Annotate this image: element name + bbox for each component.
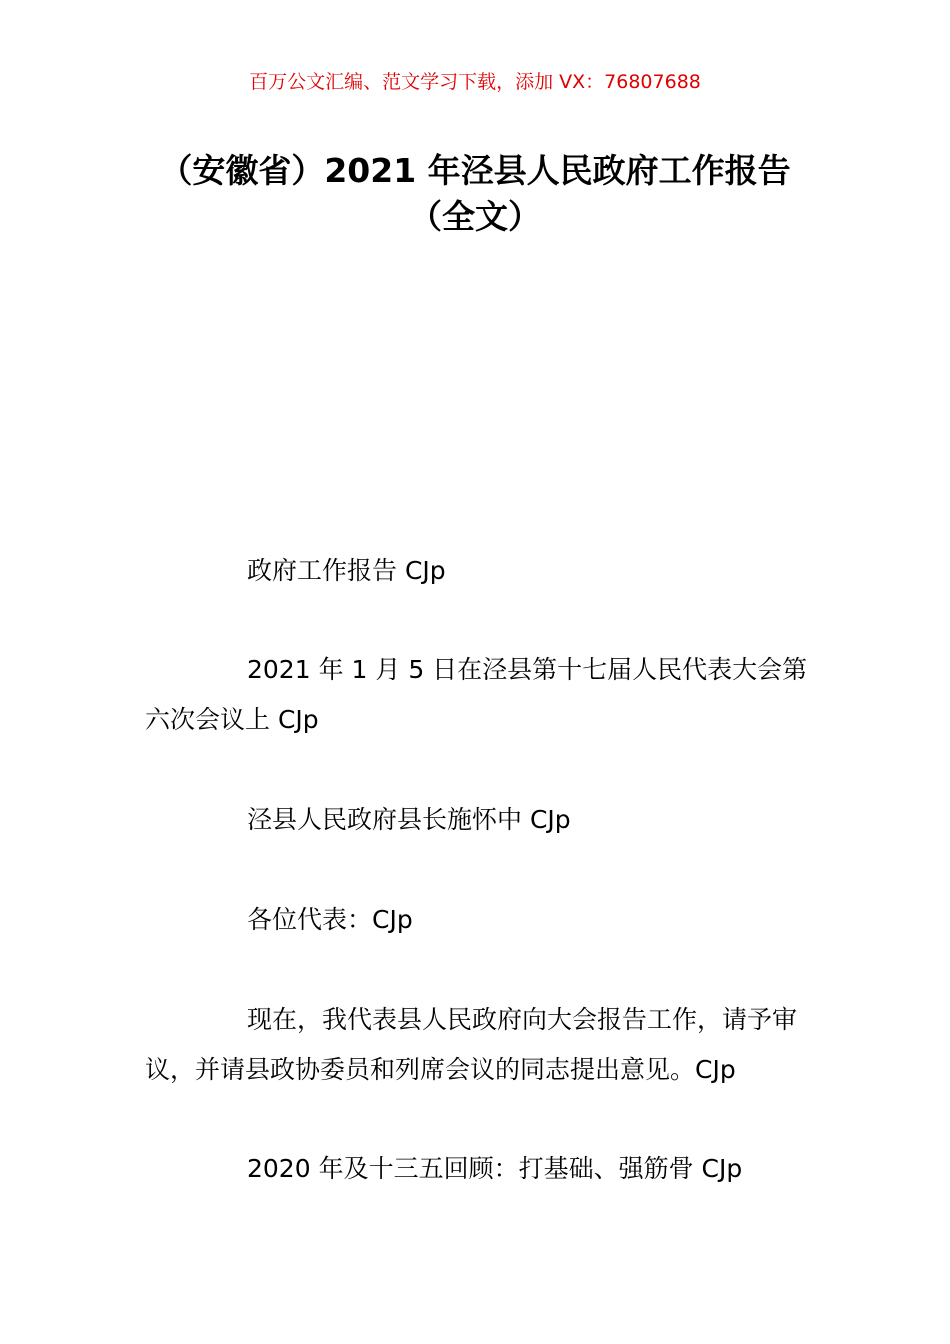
- title-line-1: （安徽省）2021 年泾县人民政府工作报告: [159, 151, 791, 190]
- paragraph-greeting: 各位代表：CJp: [247, 905, 413, 934]
- document-title: [140, 148, 810, 240]
- paragraph-section-review: 2020 年及十三五回顾：打基础、强筋骨 CJp: [247, 1154, 743, 1183]
- paragraph-meeting-date: 2021 年 1 月 5 日在泾县第十七届人民代表大会第六次会议上 CJp: [145, 655, 808, 734]
- paragraph-report-heading: 政府工作报告 CJp: [247, 556, 446, 585]
- title-line-2: （全文）: [409, 197, 541, 236]
- paragraph-opening: 现在，我代表县人民政府向大会报告工作，请予审议，并请县政协委员和列席会议的同志提出意见。CJp: [145, 1005, 798, 1084]
- paragraph-speaker: 泾县人民政府县长施怀中 CJp: [247, 805, 571, 834]
- header-note: 百万公文汇编、范文学习下载，添加 VX：76807688: [249, 71, 701, 93]
